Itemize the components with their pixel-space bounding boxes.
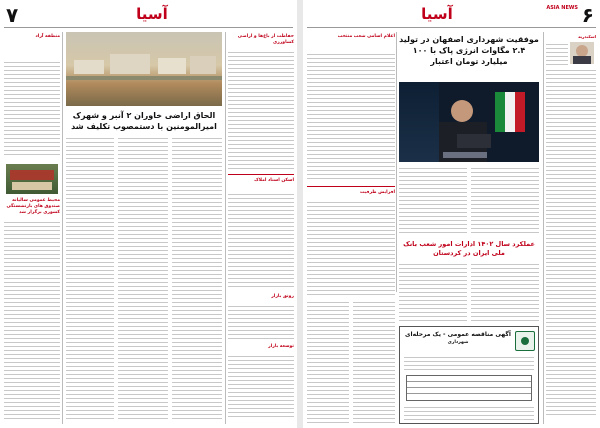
sidebar-headline-1: منطقه آزاد — [35, 34, 60, 39]
page-7 — [0, 0, 297, 428]
page-7-header — [4, 2, 293, 28]
mid-headline-2: اسکن اسناد املاک — [254, 178, 294, 183]
right-sidebar-column — [546, 32, 596, 424]
article-column-6 — [353, 300, 395, 424]
speaker-photo — [399, 82, 539, 162]
article-column-1 — [66, 136, 114, 422]
page-6-header — [307, 2, 596, 28]
main-headline: الحاق اراضی خاوران ۲ آنبر و شهرک امیرالمومنین با دستمصوب تکلیف شد — [71, 111, 217, 131]
article-column-1 — [399, 166, 467, 236]
photo-caption-plate — [443, 152, 487, 158]
masthead-logo: آسیا — [421, 5, 453, 23]
page-6 — [303, 0, 600, 428]
mid-headline-4: توسعه بازار — [268, 344, 294, 349]
author-portrait — [570, 42, 594, 64]
article-column-2 — [471, 166, 539, 236]
main-photo-khavaran — [66, 32, 222, 106]
ad-table — [406, 375, 532, 401]
mid-headline-1: حفاظت از باغ‌ها و اراضی کشاورزی — [237, 34, 294, 45]
page-number: ۶ — [581, 3, 594, 27]
ad-subtitle: شهرداری — [447, 340, 469, 345]
tender-advertisement — [399, 326, 539, 424]
conference-photo — [6, 164, 58, 194]
sidebar-headline-2: محیط عمومی سالیانه صندوق های بازنشستگی کشوری برگزار شد — [6, 198, 60, 215]
page-number: ۷ — [6, 3, 19, 27]
left-sidebar-column — [4, 32, 60, 424]
col-headline-1: اعلام اسامی شعب منتخب — [337, 34, 395, 39]
right-news-column — [228, 32, 294, 424]
col-headline-2: افزایش ظرفیت — [359, 190, 395, 195]
sidebar-headline: اسکندریه — [578, 34, 596, 39]
ad-title: آگهی مناقصه عمومی - یک مرحله‌ای — [405, 331, 511, 338]
main-headline: موفقیت شهرداری اصفهان در تولید ۲.۴ مگاوات انرژی پاک با ۱۰۰ میلیارد تومان اعتبار — [399, 35, 539, 66]
article-column-5 — [307, 300, 349, 424]
sub-headline: عملکرد سال ۱۴۰۲ ادارات امور شعب بانک ملی ایران در کردستان — [403, 240, 535, 257]
mid-headline-3: رونق بازار — [271, 294, 294, 299]
article-column-2 — [118, 136, 168, 422]
article-column-3 — [172, 136, 222, 422]
agency-name: ASIA NEWS — [546, 5, 578, 11]
municipality-emblem-icon — [515, 331, 535, 351]
article-column-3 — [399, 262, 467, 322]
masthead-logo: آسیا — [136, 5, 168, 23]
article-column-4 — [471, 262, 539, 322]
